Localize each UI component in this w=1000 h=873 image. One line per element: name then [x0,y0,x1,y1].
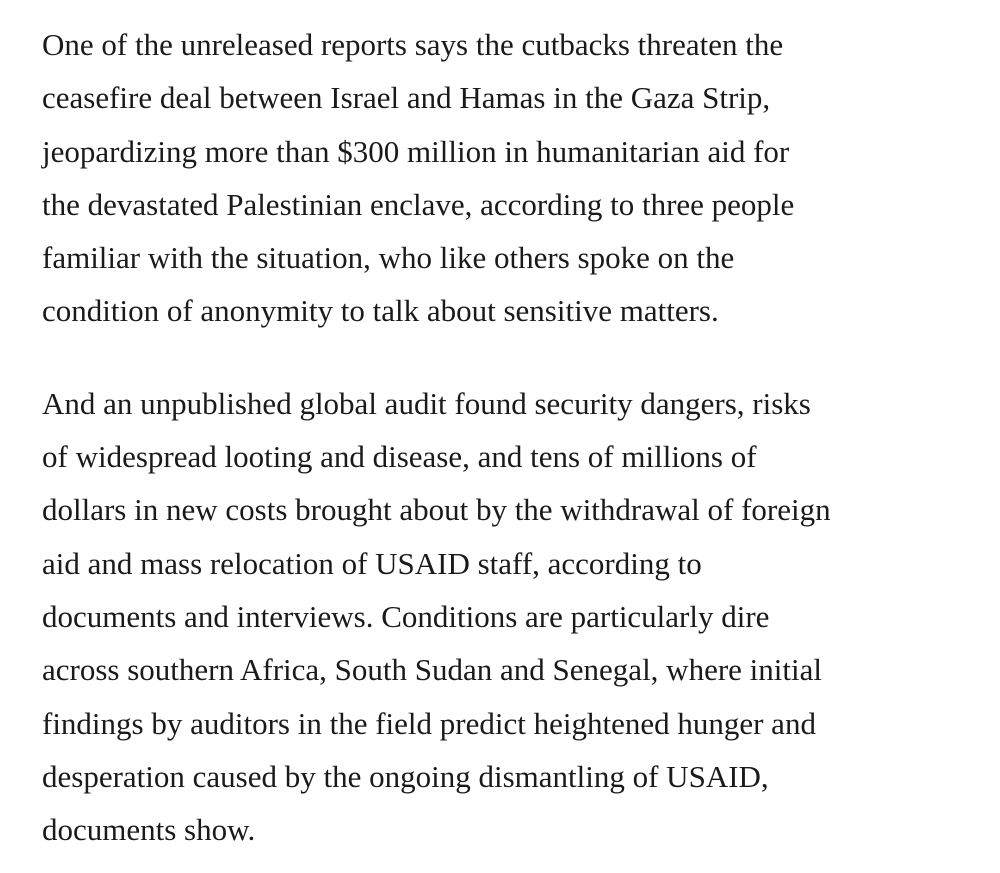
text-line: familiar with the situation, who like others spoke on the [42,240,735,276]
text-line: documents and interviews. Conditions are particularly dire [42,598,770,634]
text-line: aid and mass relocation of USAID staff, according to [42,545,702,581]
text-line: findings by auditors in the field predict heightened hunger and [42,705,816,741]
text-line: jeopardizing more than $300 million in humanitarian aid for [42,133,790,169]
text-line: condition of anonymity to talk about sensitive matters. [42,293,719,329]
article-body [42,18,982,856]
text-line: desperation caused by the ongoing dismantling of USAID, [42,758,769,794]
text-line: documents show. [42,812,256,848]
text-line: ceasefire deal between Israel and Hamas in the Gaza Strip, [42,80,771,116]
text-line: And an unpublished global audit found security dangers, risks [42,385,811,421]
text-line: the devastated Palestinian enclave, according to three people [42,186,795,222]
paragraph-2 [42,377,982,857]
text-line: across southern Africa, South Sudan and Senegal, where initial [42,652,822,688]
text-line: of widespread looting and disease, and tens of millions of [42,439,757,475]
paragraph-1 [42,18,982,338]
text-line: dollars in new costs brought about by the withdrawal of foreign [42,492,831,528]
text-line: One of the unreleased reports says the cutbacks threaten the [42,27,784,62]
